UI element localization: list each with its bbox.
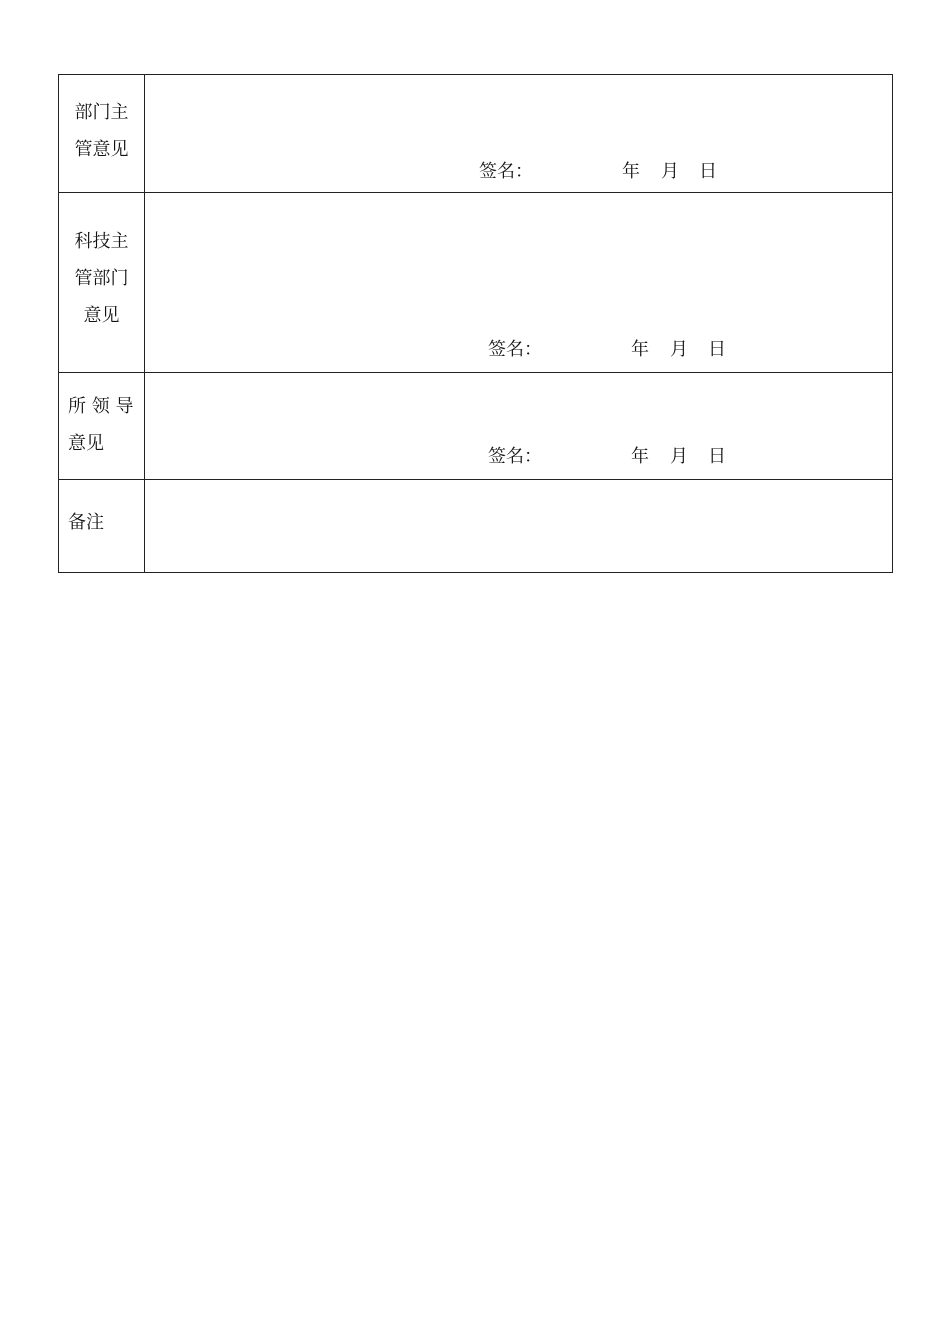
remarks-field[interactable] bbox=[145, 480, 893, 573]
month-label: 月 bbox=[670, 446, 688, 467]
department-supervisor-opinion-label: 部门主 管意见 bbox=[74, 102, 129, 160]
month-label: 月 bbox=[661, 161, 679, 182]
table-row-remarks bbox=[59, 480, 893, 573]
signature-label: 签名： bbox=[488, 446, 542, 467]
approval-form-table bbox=[58, 74, 893, 573]
tech-dept-opinion-field[interactable] bbox=[145, 193, 893, 373]
label-cell bbox=[59, 193, 145, 373]
department-opinion-field[interactable] bbox=[145, 75, 893, 193]
month-label: 月 bbox=[670, 339, 688, 360]
label-cell bbox=[59, 75, 145, 193]
year-label: 年 bbox=[631, 446, 649, 467]
table-row-tech-dept-opinion bbox=[59, 193, 893, 373]
table-row-institute-leader-opinion bbox=[59, 373, 893, 480]
institute-leader-opinion-field[interactable] bbox=[145, 373, 893, 480]
day-label: 日 bbox=[699, 161, 717, 182]
table-row-department-opinion bbox=[59, 75, 893, 193]
label-cell bbox=[59, 480, 145, 573]
institute-leader-opinion-label: 所 领 导 意见 bbox=[68, 396, 134, 454]
remarks-label: 备注 bbox=[68, 512, 104, 533]
year-label: 年 bbox=[631, 339, 649, 360]
label-cell bbox=[59, 373, 145, 480]
day-label: 日 bbox=[708, 339, 726, 360]
signature-label: 签名： bbox=[488, 339, 542, 360]
signature-label: 签名： bbox=[479, 161, 533, 182]
year-label: 年 bbox=[622, 161, 640, 182]
day-label: 日 bbox=[708, 446, 726, 467]
tech-dept-opinion-label: 科技主 管部门 意见 bbox=[74, 231, 129, 326]
